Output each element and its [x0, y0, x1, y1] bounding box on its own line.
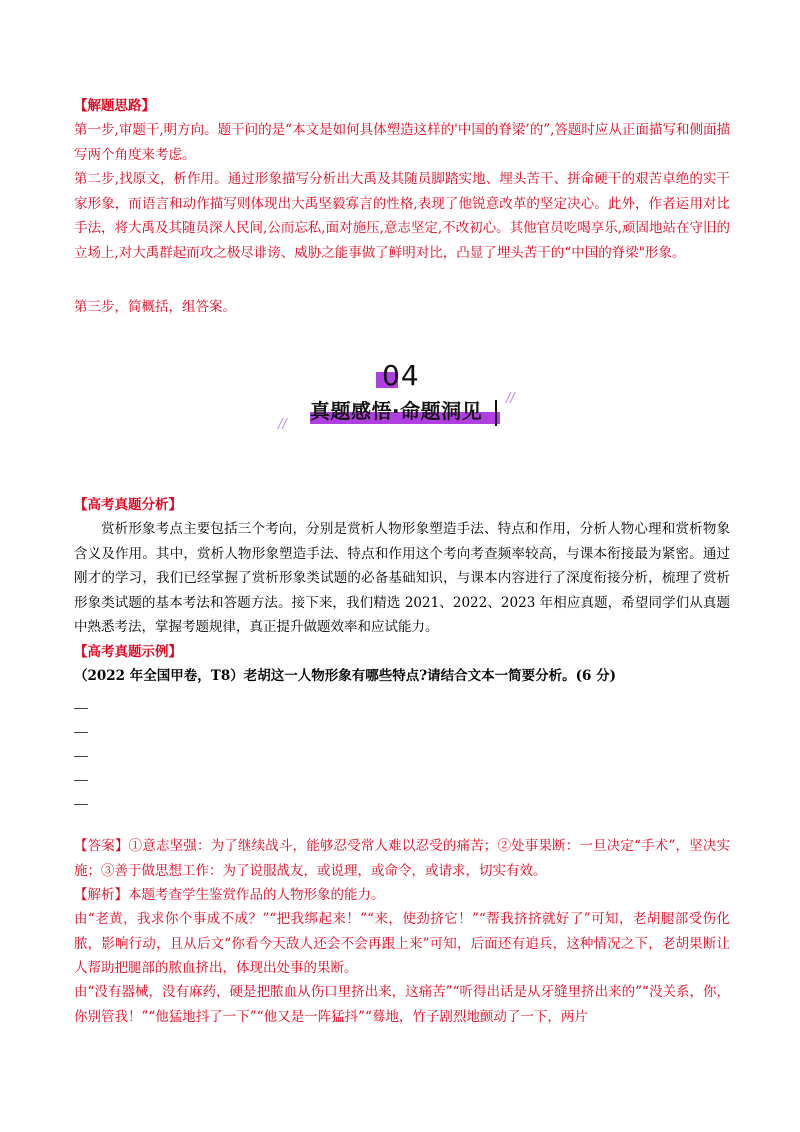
- explanation-intro: 本题考查学生鉴赏作品的人物形象的能力。: [128, 887, 385, 903]
- explanation-block: [74, 883, 730, 908]
- analysis-step2: 第二步,找原文，析作用。通过形象描写分析出大禹及其随员脚踏实地、埋头苦干、拼命硬干的艰苦卓绝的实干家形象，而语言和动作描写则体现出大禹坚毅寡言的性格,表现了他锐意改革的坚定决心。此外，作者运用对比手法，将大禹及其随员深人民间,公而忘私,面对施压,意志坚定,不改初心。其他官员吃喝享乐,顽固地站在守旧的立场上,对大禹群起而攻之极尽诽谤、威胁之能事做了鲜明对比，凸显了埋头苦干的“中国的脊梁"形象。: [74, 171, 730, 261]
- explanation-para2: 由“没有器械，没有麻药，硬是把脓血从伤口里挤出来，这痛苦”“听得出话是从牙缝里挤出来的”“没关系，你，你别管我！”“他猛地抖了一下”“他又是一阵猛抖”“蓦地，竹子剧烈地颤动了一下，两片: [74, 984, 730, 1025]
- analysis-heading: 【解题思路】: [74, 98, 155, 114]
- analysis-step1: 第一步,审题干,明方向。题干问的是“本文是如何具体塑造这样的'中国的脊梁’的”,答题时应从正面描写和侧面描写两个角度来考虑。: [74, 122, 730, 163]
- answer-blank-line: [74, 780, 88, 781]
- answer-label: 【答案】: [74, 838, 129, 854]
- explanation-para1: 由“老黄，我求你个事成不成？”“把我绑起来！”“来，使劲挤它！”“帮我挤挤就好了”可知，老胡腿部受伤化脓，影响行动，且从后文“你看今天敌人还会不会再跟上来”可知，后面还有追兵，这种情况之下，老胡果断让人帮助把腿部的脓血挤出，体现出处事的果断。: [74, 911, 730, 976]
- answer-block: [74, 834, 730, 883]
- exam-analysis-body: 赏析形象考点主要包括三个考向，分别是赏析人物形象塑造手法、特点和作用，分析人物心理和赏析物象含义及作用。其中，赏析人物形象塑造手法、特点和作用这个考向考查频率较高，与课本衔接最为紧密。通过刚才的学习，我们已经掌握了赏析形象类试题的必备基础知识，与课本内容进行了深度衔接分析，梳理了赏析形象类试题的基本考法和答题方法。接下来，我们精选 2021、2022、2023 年相应真题，希望同学们从真题中熟悉考法，掌握考题规律，真正提升做题效率和应试能力。: [74, 521, 730, 635]
- answer-blank-line: [74, 804, 88, 805]
- answer-blank-line: [74, 708, 88, 709]
- banner-slash-left: //: [278, 417, 287, 432]
- banner-cursor: [495, 400, 497, 426]
- answer-text: ①意志坚强：为了继续战斗，能够忍受常人难以忍受的痛苦；②处事果断：一旦决定“手术”，坚决实施；③善于做思想工作：为了说服战友，或说理，或命令，或请求，切实有效。: [74, 838, 730, 879]
- exam-example-heading: 【高考真题示例】: [74, 644, 182, 660]
- exam-question: （2022 年全国甲卷，T8）老胡这一人物形象有哪些特点?请结合文本一简要分析。(6 分): [74, 668, 616, 684]
- banner-title: 真题感悟·命题洞见: [310, 399, 483, 423]
- exam-analysis-heading: 【高考真题分析】: [74, 497, 182, 513]
- banner-number: 04: [382, 359, 420, 392]
- section-banner: [270, 360, 530, 440]
- banner-slash-right: //: [506, 391, 515, 406]
- analysis-step3: 第三步，简概括，组答案。: [74, 299, 236, 315]
- answer-blank-line: [74, 732, 88, 733]
- explanation-label: 【解析】: [74, 887, 128, 903]
- answer-blank-line: [74, 756, 88, 757]
